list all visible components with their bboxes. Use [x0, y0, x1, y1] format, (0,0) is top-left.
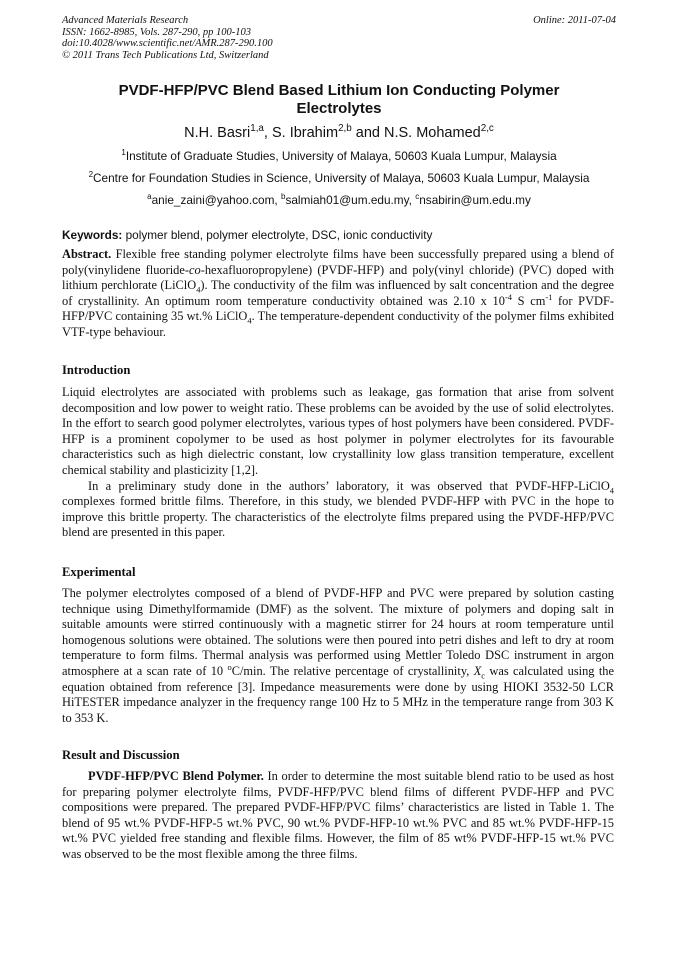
- affiliation-1: [40, 149, 638, 163]
- section-heading-experimental: Experimental: [62, 565, 136, 579]
- abstract-text: for PVDF-HFP/PVC containing 35 wt.% LiClO: [62, 293, 614, 324]
- subscript: c: [481, 670, 486, 681]
- journal-copyright: © 2011 Trans Tech Publications Ltd, Switzerland: [62, 49, 269, 61]
- affiliation-2: [40, 171, 638, 185]
- paragraph: [62, 479, 614, 541]
- subsection-heading: PVDF-HFP/PVC Blend Polymer.: [88, 769, 264, 783]
- author-affiliation-mark: 1,a: [250, 123, 264, 135]
- author-name: S. Ibrahim: [271, 125, 339, 141]
- keywords-label: Keywords:: [62, 228, 123, 242]
- paragraph-text: complexes formed brittle films. Therefore, in this study, we blended PVDF-HFP with PVC in the hope to improve this brittle property. The characteristics of the electrolyte films prepared using the PVDF-HFP/PVC blend are presented in this paper.: [62, 494, 614, 540]
- email-mark: c: [415, 192, 420, 202]
- affiliation-mark: 1: [121, 148, 126, 158]
- author-list: [62, 124, 616, 142]
- abstract-text: S cm: [511, 293, 546, 308]
- subscript: 4: [609, 485, 614, 496]
- paper-title: [62, 82, 616, 118]
- journal-issn: ISSN: 1662-8985, Vols. 287-290, pp 100-103: [62, 26, 251, 38]
- section-heading-results: Result and Discussion: [62, 748, 180, 762]
- affiliation-text: Centre for Foundation Studies in Science, University of Malaya, 50603 Kuala Lumpur, Malaysia: [93, 171, 590, 185]
- author-name: N.H. Basri: [184, 125, 251, 141]
- email-link[interactable]: anie_zaini@yahoo.com,: [151, 193, 281, 207]
- author-emails: [40, 193, 638, 207]
- section-heading-introduction: Introduction: [62, 363, 131, 377]
- introduction-body: [62, 385, 614, 541]
- subscript: 4: [247, 315, 252, 326]
- title-line-2: Electrolytes: [296, 100, 382, 117]
- email-mark: b: [280, 192, 286, 202]
- paragraph: [62, 769, 614, 863]
- email-mark: a: [147, 192, 152, 202]
- author-affiliation-mark: 2,c: [480, 123, 494, 135]
- abstract: [62, 247, 614, 341]
- author-affiliation-mark: 2,b: [338, 123, 352, 135]
- superscript: -4: [504, 291, 512, 302]
- abstract-text: ). The conductivity of the film was influenced by salt concentration and the degree of crystallinity. An optimum room temperature conductivity obtained was 2.10 x 10: [62, 278, 614, 308]
- journal-header: [62, 15, 616, 61]
- paragraph: [62, 586, 614, 726]
- experimental-body: [62, 586, 614, 726]
- symbol: X: [473, 663, 482, 678]
- paragraph-text: was calculated using the equation obtained from reference [3]. Impedance measurements were done by using HIOKI 3532-50 LCR HiTESTER impedance analyzer in the frequency range 100 Hz to 5 MHz in the temperature range from 303 K to 353 K.: [62, 663, 614, 725]
- abstract-text: Flexible free standing polymer electrolyte films have been successfully prepared using a blend of poly(vinylidene fluoride-: [62, 247, 614, 277]
- paragraph: Liquid electrolytes are associated with problems such as leakage, gas formation that arise from solvent decomposition and low power to weight ratio. These problems can be avoided by the use of solid electrolytes. In the effort to search good polymer electrolytes, various types of host polymers have been considered. PVDF-HFP is a prominent copolymer to be used as host polymer in polymer electrolytes for its favourable characteristics such as high dielectric constant, low crystallinity low glass transition temperature, excellent chemical stability and plasticizity [1,2].: [62, 385, 614, 477]
- affiliation-mark: 2: [88, 170, 94, 180]
- email-link[interactable]: nsabirin@um.edu.my: [419, 193, 531, 207]
- superscript: -1: [545, 291, 553, 302]
- abstract-label: Abstract.: [62, 247, 112, 261]
- author-separator: ,: [263, 125, 272, 141]
- subscript: 4: [196, 284, 201, 295]
- online-date: Online: 2011-07-04: [533, 15, 616, 26]
- paragraph-text: The polymer electrolytes composed of a blend of PVDF-HFP and PVC were prepared by solution casting technique using Dimethylformamide (DMF) as the solvent. The mixture of polymers and doping salt in suitable amounts were stirred continuously with a magnetic stirrer for 24 hours at room temperature until homogenous solutions were obtained. The solutions were then poured into petri dishes and left to dry at room temperature to form films. Thermal analysis was performed using Mettler Toledo DSC instrument in argon atmosphere at a scan rate of 10: [62, 586, 614, 678]
- superscript: o: [227, 661, 232, 672]
- email-link[interactable]: salmiah01@um.edu.my,: [285, 193, 416, 207]
- journal-name: Advanced Materials Research: [62, 15, 189, 26]
- keywords-line: [62, 228, 622, 242]
- results-body: [62, 769, 614, 863]
- abstract-text: -hexafluoropropylene) (PVDF-HFP) and poly(vinyl chloride) (PVC) doped with lithium perchlorate (LiClO: [62, 262, 615, 293]
- author-name: N.S. Mohamed: [384, 125, 481, 141]
- abstract-text: co: [188, 262, 201, 277]
- title-line-1: PVDF-HFP/PVC Blend Based Lithium Ion Conducting Polymer: [118, 82, 560, 99]
- author-separator: and: [351, 125, 384, 141]
- keywords-text: polymer blend, polymer electrolyte, DSC, ionic conductivity: [122, 228, 433, 242]
- paragraph-text: C/min. The relative percentage of crystallinity,: [231, 663, 474, 678]
- abstract-text: . The temperature-dependent conductivity of the polymer films exhibited VTF-type behaviour.: [62, 309, 614, 339]
- journal-doi: doi:10.4028/www.scientific.net/AMR.287-290.100: [62, 38, 273, 50]
- paragraph-text: In a preliminary study done in the authors’ laboratory, it was observed that PVDF-HFP-LiClO: [88, 478, 610, 493]
- affiliation-text: Institute of Graduate Studies, University of Malaya, 50603 Kuala Lumpur, Malaysia: [125, 149, 557, 163]
- paragraph-text: In order to determine the most suitable blend ratio to be used as host for preparing polymer electrolyte films, PVDF-HFP/PVC blend films of different PVDF-HFP and PVC compositions were prepared. The prepared PVDF-HFP/PVC films’ characteristics are listed in Table 1. The blend of 95 wt.% PVDF-HFP-5 wt.% PVC, 90 wt.% PVDF-HFP-10 wt.% PVC and 85 wt.% PVDF-HFP-15 wt.% PVC yielded free standing and flexible films. However, the film of 85 wt% PVDF-HFP-15 wt.% PVC was observed to be the most flexible among the three films.: [62, 769, 614, 861]
